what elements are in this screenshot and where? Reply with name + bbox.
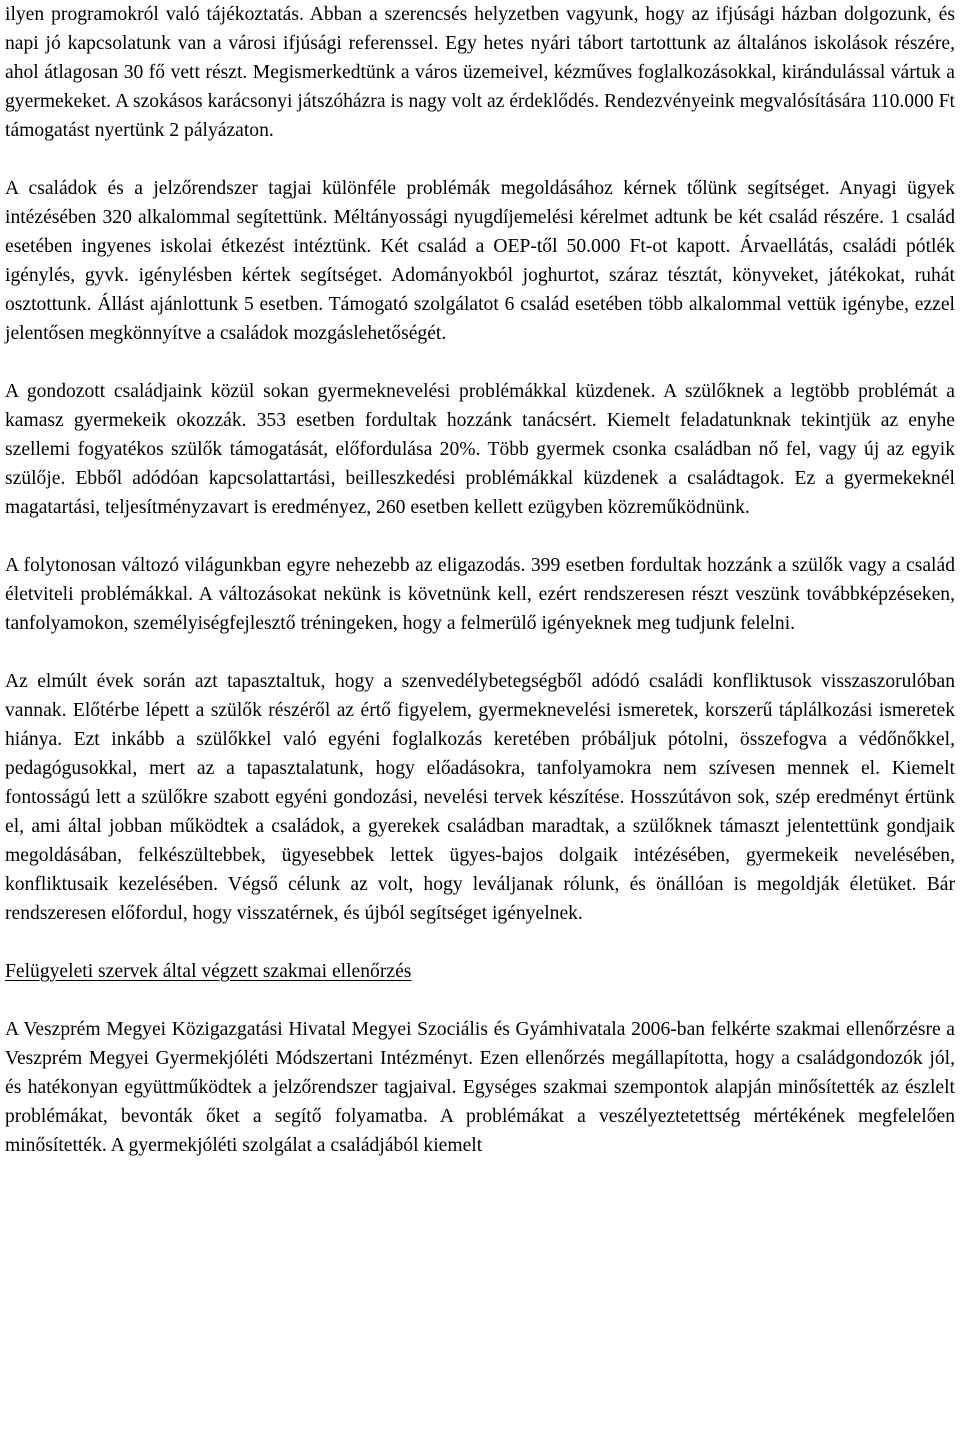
paragraph-experience: Az elmúlt évek során azt tapasztaltuk, hogy a szenvedélybetegségből adódó családi konfliktusok visszaszorulóban vannak. Előtérbe lépett a szülők részéről az értő figyelem, gyermeknevelési ismeretek, korszerű táplálkozási ismeretek hiánya. Ezt inkább a szülőkkel való egyéni foglalkozás keretében próbáljuk pótolni, összefogva a védőnőkkel, pedagógusokkal, mert az a tapasztalatunk, hogy előadásokra, tanfolyamokra nem szívesen mennek el. Kiemelt fontosságú lett a szülőkre szabott egyéni gondozási, nevelési tervek készítése. Hosszútávon sok, szép eredményt értünk el, ami által jobban működtek a családok, a gyerekek családban maradtak, a szülőknek támaszt jelentettünk gondjaik megoldásában, felkészültebbek, ügyesebbek lettek ügyes-bajos dolgaik intézésében, gyermekeik nevelésében, konfliktusaik kezelésében. Végső célunk az volt, hogy leváljanak rólunk, és önállóan is megoldják életüket. Bár rendszeresen előfordul, hogy visszatérnek, és újból segítséget igényelnek. — [5, 671, 955, 924]
paragraph-parenting-problems: A gondozott családjaink közül sokan gyermeknevelési problémákkal küzdenek. A szülőknek a legtöbb problémát a kamasz gyermekeik okozzák. 353 esetben fordultak hozzánk tanácsért. Kiemelt feladatunknak tekintjük az enyhe szellemi fogyatékos szülők támogatását, előfordulása 20%. Több gyermek csonka családban nő fel, vagy új az egyik szülője. Ebből adódóan kapcsolattartási, beilleszkedési problémákkal küzdenek a családtagok. Ez a gyermekeknél magatartási, teljesítményzavart is eredményez, 260 esetben kellett ezügyben közreműködnünk. — [5, 381, 955, 518]
paragraph-spacer — [5, 348, 955, 377]
paragraph-spacer — [5, 638, 955, 667]
paragraph-spacer — [5, 928, 955, 957]
paragraph-spacer — [5, 986, 955, 1015]
paragraph-inspection: A Veszprém Megyei Közigazgatási Hivatal Megyei Szociális és Gyámhivatala 2006-ban felkérte szakmai ellenőrzésre a Veszprém Megyei Gyermekjóléti Módszertani Intézményt. Ezen ellenőrzés megállapította, hogy a családgondozók jól, és hatékonyan együttműködtek a jelzőrendszer tagjaival. Egységes szakmai szempontok alapján minősítették az észlelt problémákat, bevonták őket a segítő folyamatba. A problémákat a veszélyeztetettség mértékének megfelelően minősítették. A gyermekjóléti szolgálat a családjából kiemelt — [5, 1019, 955, 1156]
paragraph-youth-programs: ilyen programokról való tájékoztatás. Abban a szerencsés helyzetben vagyunk, hogy az ifjúsági házban dolgozunk, és napi jó kapcsolatunk van a városi ifjúsági referenssel. Egy hetes nyári tábort tartottunk az általános iskolások részére, ahol átlagosan 30 fő vett részt. Megismerkedtünk a város üzemeivel, kézműves foglalkozásokkal, kirándulással vártuk a gyermekeket. A szokásos karácsonyi játszóházra is nagy volt az érdeklődés. Rendezvényeink megvalósítására 110.000 Ft támogatást nyertünk 2 pályázaton. — [5, 4, 955, 141]
paragraph-spacer — [5, 145, 955, 174]
paragraph-family-assistance: A családok és a jelzőrendszer tagjai különféle problémák megoldásához kérnek tőlünk segítséget. Anyagi ügyek intézésében 320 alkalommal segítettünk. Méltányossági nyugdíjemelési kérelmet adtunk be két család részére. 1 család esetében ingyenes iskolai étkezést intéztünk. Két család a OEP-től 50.000 Ft-ot kapott. Árvaellátás, családi pótlék igénylés, gyvk. igénylésben kértek segítséget. Adományokból joghurtot, száraz tésztát, könyveket, játékokat, ruhát osztottunk. Állást ajánlottunk 5 esetben. Támogató szolgálatot 6 család esetében több alkalommal vettük igénybe, ezzel jelentősen megkönnyítve a családok mozgáslehetőségét. — [5, 178, 955, 344]
document-page — [5, 0, 955, 1160]
paragraph-spacer — [5, 522, 955, 551]
paragraph-changing-world: A folytonosan változó világunkban egyre nehezebb az eligazodás. 399 esetben fordultak hozzánk a szülők vagy a család életviteli problémákkal. A változásokat nekünk is követnünk kell, ezért rendszeresen részt veszünk továbbképzéseken, tanfolyamokon, személyiségfejlesztő tréningeken, hogy a felmerülő igényeknek meg tudjunk felelni. — [5, 555, 955, 634]
section-heading: Felügyeleti szervek által végzett szakmai ellenőrzés — [5, 961, 412, 982]
